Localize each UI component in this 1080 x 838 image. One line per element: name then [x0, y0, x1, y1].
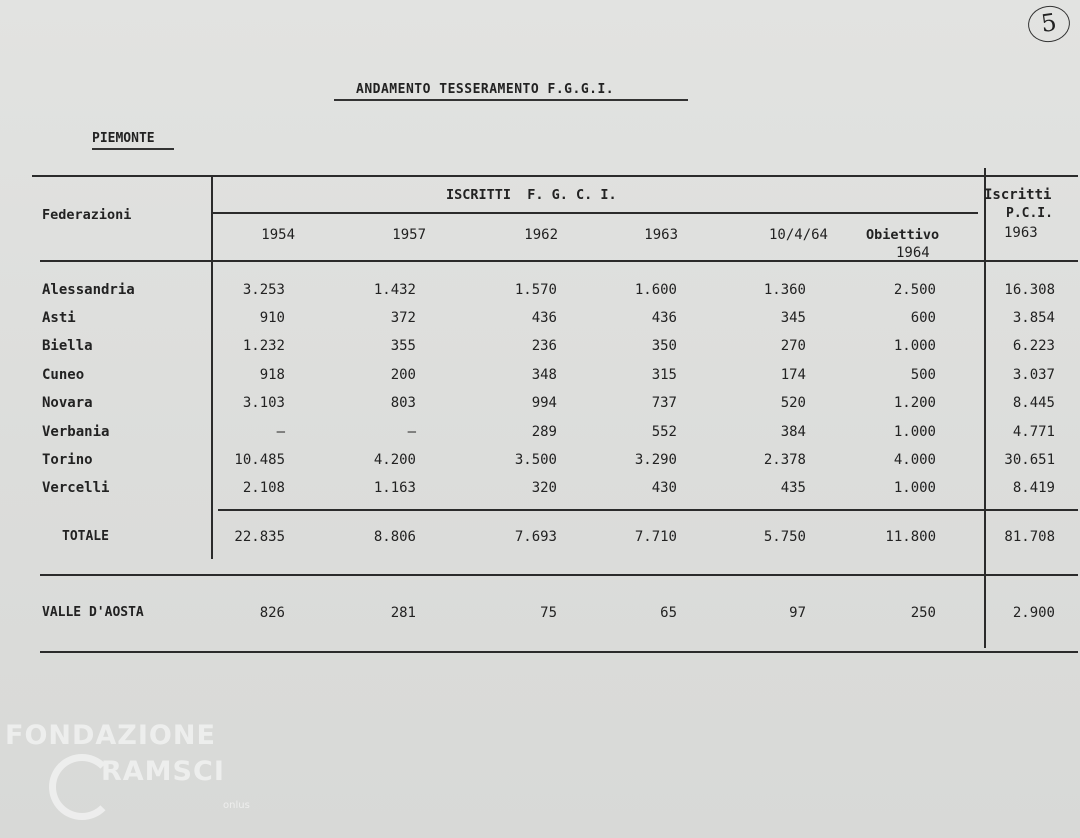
table-cell: 2.108: [242, 480, 285, 496]
table-cell: 1.000: [893, 480, 936, 496]
logo-line1: FONDAZIONE: [5, 720, 216, 751]
total-cell: 11.800: [885, 529, 936, 545]
row-label: Alessandria: [42, 282, 135, 298]
table-cell: 3.037: [1012, 367, 1055, 383]
header-col-1962: 1962: [524, 227, 558, 243]
table-cell: 500: [910, 367, 936, 383]
table-cell: 520: [780, 395, 806, 411]
table-cell: 30.651: [1004, 452, 1055, 468]
row-label: Novara: [42, 395, 93, 411]
total-bottom-rule: [40, 574, 1078, 576]
table-cell: 345: [780, 310, 806, 326]
table-cell: 600: [910, 310, 936, 326]
header-col-1963: 1963: [644, 227, 678, 243]
extra-cell: 65: [660, 605, 677, 621]
header-obiettivo-line1: Obiettivo: [866, 227, 940, 243]
total-label: TOTALE: [62, 529, 109, 544]
table-top-rule: [32, 175, 1078, 177]
row-label: Vercelli: [42, 480, 110, 496]
table-cell: 1.232: [242, 338, 285, 354]
header-obiettivo-line2: 1964: [896, 245, 930, 261]
table-cell: 1.570: [514, 282, 557, 298]
region-underline: [92, 148, 174, 150]
logo-line2: RAMSCI: [101, 756, 225, 787]
table-cell: 320: [531, 480, 557, 496]
table-cell: 348: [531, 367, 557, 383]
table-cell: 1.000: [893, 338, 936, 354]
extra-cell: 250: [910, 605, 936, 621]
page-number: 5: [1026, 3, 1073, 44]
table-cell: 1.600: [634, 282, 677, 298]
table-cell: 1.432: [373, 282, 416, 298]
table-cell: 3.500: [514, 452, 557, 468]
row-label: Cuneo: [42, 367, 85, 383]
table-cell: 10.485: [234, 452, 285, 468]
total-top-rule: [218, 509, 1078, 511]
table-cell: 4.000: [893, 452, 936, 468]
table-cell: 350: [651, 338, 677, 354]
header-iscritti-fgci: ISCRITTI F. G. C. I.: [446, 187, 617, 203]
extra-cell: 281: [390, 605, 416, 621]
table-cell: 1.163: [373, 480, 416, 496]
header-pci-line2: P.C.I.: [1006, 206, 1053, 221]
table-cell: –: [276, 424, 285, 440]
fondazione-gramsci-logo: [5, 720, 275, 830]
table-cell: 552: [651, 424, 677, 440]
title-underline: [334, 99, 688, 101]
table-cell: 3.103: [242, 395, 285, 411]
row-label: Torino: [42, 452, 93, 468]
extra-cell: 826: [259, 605, 285, 621]
total-cell: 5.750: [763, 529, 806, 545]
table-cell: 174: [780, 367, 806, 383]
table-cell: 4.200: [373, 452, 416, 468]
table-cell: 8.419: [1012, 480, 1055, 496]
table-cell: 4.771: [1012, 424, 1055, 440]
header-col-1957: 1957: [392, 227, 426, 243]
table-cell: 737: [651, 395, 677, 411]
table-bottom-rule: [40, 651, 1078, 653]
table-cell: 1.000: [893, 424, 936, 440]
table-cell: 994: [531, 395, 557, 411]
table-cell: 384: [780, 424, 806, 440]
header-pci-line1: Iscritti: [984, 187, 1052, 203]
total-cell: 7.710: [634, 529, 677, 545]
table-cell: 315: [651, 367, 677, 383]
table-cell: 910: [259, 310, 285, 326]
table-cell: 2.500: [893, 282, 936, 298]
table-cell: 236: [531, 338, 557, 354]
table-cell: 355: [390, 338, 416, 354]
header-pci-line3: 1963: [1004, 225, 1038, 241]
table-cell: 200: [390, 367, 416, 383]
header-federazioni: Federazioni: [42, 207, 132, 223]
table-cell: 435: [780, 480, 806, 496]
table-cell: 1.200: [893, 395, 936, 411]
table-cell: 436: [651, 310, 677, 326]
table-cell: 918: [259, 367, 285, 383]
extra-cell: 2.900: [1012, 605, 1055, 621]
table-cell: 16.308: [1004, 282, 1055, 298]
total-cell: 8.806: [373, 529, 416, 545]
row-label: Asti: [42, 310, 76, 326]
document-title: ANDAMENTO TESSERAMENTO F.G.G.I.: [356, 82, 615, 97]
extra-cell: 97: [789, 605, 806, 621]
table-cell: 270: [780, 338, 806, 354]
header-col-10-4-64: 10/4/64: [768, 227, 828, 243]
group-header-rule: [212, 212, 978, 214]
table-cell: –: [407, 424, 416, 440]
table-cell: 3.290: [634, 452, 677, 468]
extra-row-label: VALLE D'AOSTA: [42, 605, 144, 620]
table-cell: 8.445: [1012, 395, 1055, 411]
total-cell: 7.693: [514, 529, 557, 545]
header-col-1954: 1954: [261, 227, 295, 243]
table-cell: 372: [390, 310, 416, 326]
extra-cell: 75: [540, 605, 557, 621]
table-cell: 430: [651, 480, 677, 496]
table-cell: 1.360: [763, 282, 806, 298]
table-cell: 3.854: [1012, 310, 1055, 326]
table-cell: 436: [531, 310, 557, 326]
total-cell: 81.708: [1004, 529, 1055, 545]
region-label: PIEMONTE: [92, 131, 155, 146]
table-cell: 289: [531, 424, 557, 440]
table-cell: 3.253: [242, 282, 285, 298]
table-cell: 2.378: [763, 452, 806, 468]
logo-onlus: onlus: [223, 800, 250, 811]
table-cell: 6.223: [1012, 338, 1055, 354]
row-label: Biella: [42, 338, 93, 354]
row-label: Verbania: [42, 424, 110, 440]
total-cell: 22.835: [234, 529, 285, 545]
table-cell: 803: [390, 395, 416, 411]
